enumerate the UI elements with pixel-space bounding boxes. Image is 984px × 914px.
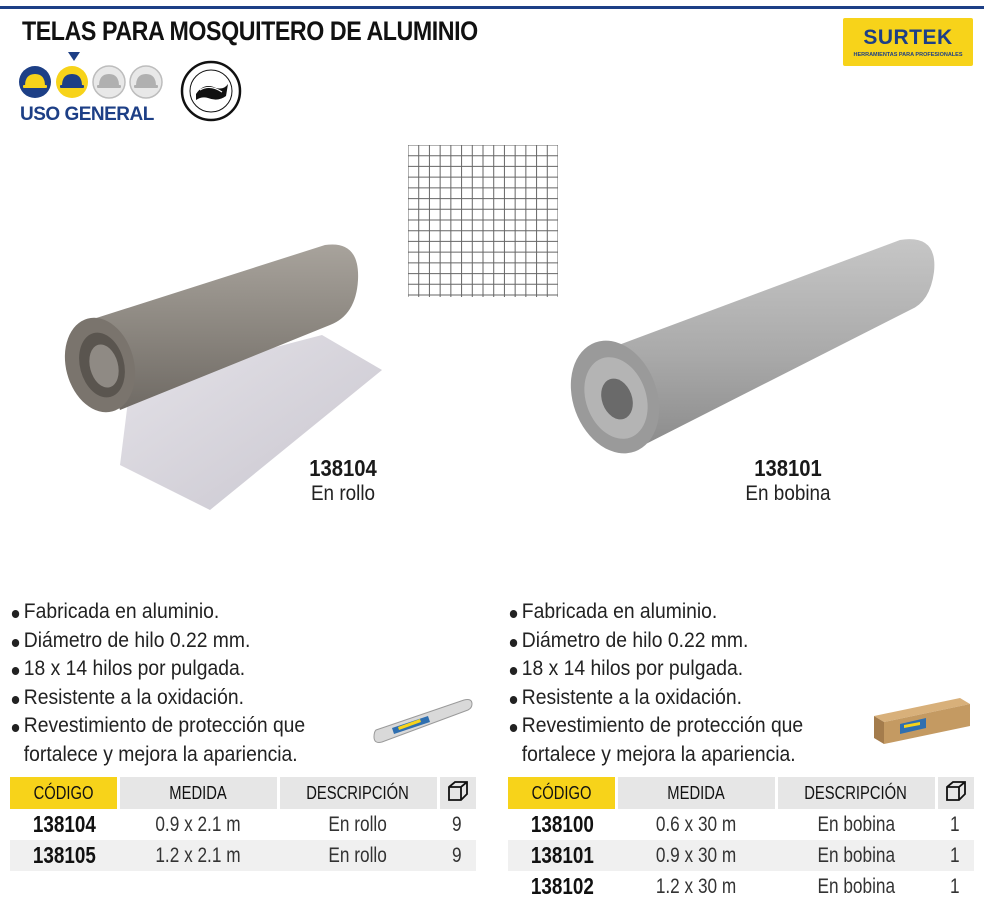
hardhat-icon-3 bbox=[93, 66, 125, 98]
product-caption-roll bbox=[268, 455, 418, 506]
cell-descripcion: En rollo bbox=[328, 812, 388, 836]
feature-item: Fabricada en aluminio. bbox=[508, 598, 803, 627]
column-header-descripcion: DESCRIPCIÓN bbox=[278, 777, 438, 809]
table-header-row bbox=[508, 777, 974, 809]
cell-medida: 0.9 x 2.1 m bbox=[155, 812, 241, 836]
column-header-code: CÓDIGO bbox=[10, 777, 118, 809]
cell-code: 138101 bbox=[530, 842, 594, 868]
column-header-code: CÓDIGO bbox=[508, 777, 616, 809]
cell-qty: 9 bbox=[452, 812, 462, 836]
product-code: 138101 bbox=[754, 455, 822, 481]
feature-list-bobina bbox=[508, 598, 829, 769]
table-row bbox=[10, 809, 476, 840]
product-variant: En bobina bbox=[745, 482, 831, 505]
cell-descripcion: En bobina bbox=[817, 843, 895, 867]
feature-item: Fabricada en aluminio. bbox=[10, 598, 305, 627]
feature-item: Revestimiento de protección que bbox=[508, 712, 803, 741]
box-icon bbox=[945, 781, 967, 801]
product-caption-bobina bbox=[708, 455, 868, 506]
mesh-bobina-product-image bbox=[570, 232, 940, 462]
cell-medida: 0.6 x 30 m bbox=[655, 812, 737, 836]
packaging-tube-image bbox=[372, 694, 474, 744]
cell-medida: 0.9 x 30 m bbox=[655, 843, 737, 867]
table-row bbox=[508, 809, 974, 840]
feature-item: 18 x 14 hilos por pulgada. bbox=[10, 655, 305, 684]
feature-item: Diámetro de hilo 0.22 mm. bbox=[508, 627, 803, 656]
cell-qty: 1 bbox=[950, 843, 960, 867]
cell-code: 138102 bbox=[530, 873, 594, 899]
feature-item: Resistente a la oxidación. bbox=[10, 684, 305, 713]
cell-medida: 1.2 x 30 m bbox=[655, 874, 737, 898]
cell-code: 138100 bbox=[530, 811, 594, 837]
mesh-swatch-illustration bbox=[408, 145, 558, 297]
hardhat-icon-4 bbox=[130, 66, 162, 98]
hardhat-icon-2 bbox=[56, 66, 88, 98]
cell-medida: 1.2 x 2.1 m bbox=[155, 843, 241, 867]
column-header-medida: MEDIDA bbox=[118, 777, 278, 809]
feature-item: Diámetro de hilo 0.22 mm. bbox=[10, 627, 305, 656]
brand-name: SURTEK bbox=[863, 26, 953, 49]
feature-item: 18 x 14 hilos por pulgada. bbox=[508, 655, 803, 684]
page-title: TELAS PARA MOSQUITERO DE ALUMINIO bbox=[22, 16, 478, 46]
cell-descripcion: En bobina bbox=[817, 874, 895, 898]
cell-qty: 9 bbox=[452, 843, 462, 867]
product-variant: En rollo bbox=[310, 482, 376, 505]
cell-code: 138104 bbox=[32, 811, 96, 837]
usage-label: USO GENERAL bbox=[20, 104, 154, 125]
brand-tagline: HERRAMIENTAS PARA PROFESIONALES bbox=[853, 52, 963, 58]
table-header-row bbox=[10, 777, 476, 809]
feature-item: Revestimiento de protección que bbox=[10, 712, 305, 741]
feature-item-continuation: fortalece y mejora la apariencia. bbox=[23, 742, 298, 766]
feature-item: Resistente a la oxidación. bbox=[508, 684, 803, 713]
table-row bbox=[10, 840, 476, 871]
top-rule bbox=[0, 6, 984, 9]
hardhat-icon-1 bbox=[19, 66, 51, 98]
usage-level-marker-icon bbox=[68, 52, 80, 61]
column-header-package bbox=[438, 777, 476, 809]
packaging-box-image bbox=[870, 694, 972, 746]
column-header-medida: MEDIDA bbox=[616, 777, 776, 809]
cell-descripcion: En bobina bbox=[817, 812, 895, 836]
table-row bbox=[508, 840, 974, 871]
brand-logo bbox=[843, 18, 973, 66]
usage-level-icons bbox=[18, 64, 168, 100]
cell-code: 138105 bbox=[32, 842, 96, 868]
spec-table-bobina bbox=[508, 777, 974, 902]
feature-list-roll bbox=[10, 598, 331, 769]
box-icon bbox=[447, 781, 469, 801]
cell-qty: 1 bbox=[950, 812, 960, 836]
hecho-en-mexico-seal-icon bbox=[180, 60, 242, 122]
spec-table-roll bbox=[10, 777, 476, 871]
table-row bbox=[508, 871, 974, 902]
cell-qty: 1 bbox=[950, 874, 960, 898]
cell-descripcion: En rollo bbox=[328, 843, 388, 867]
feature-item-continuation: fortalece y mejora la apariencia. bbox=[521, 742, 796, 766]
column-header-descripcion: DESCRIPCIÓN bbox=[776, 777, 936, 809]
column-header-package bbox=[936, 777, 974, 809]
product-code: 138104 bbox=[309, 455, 377, 481]
